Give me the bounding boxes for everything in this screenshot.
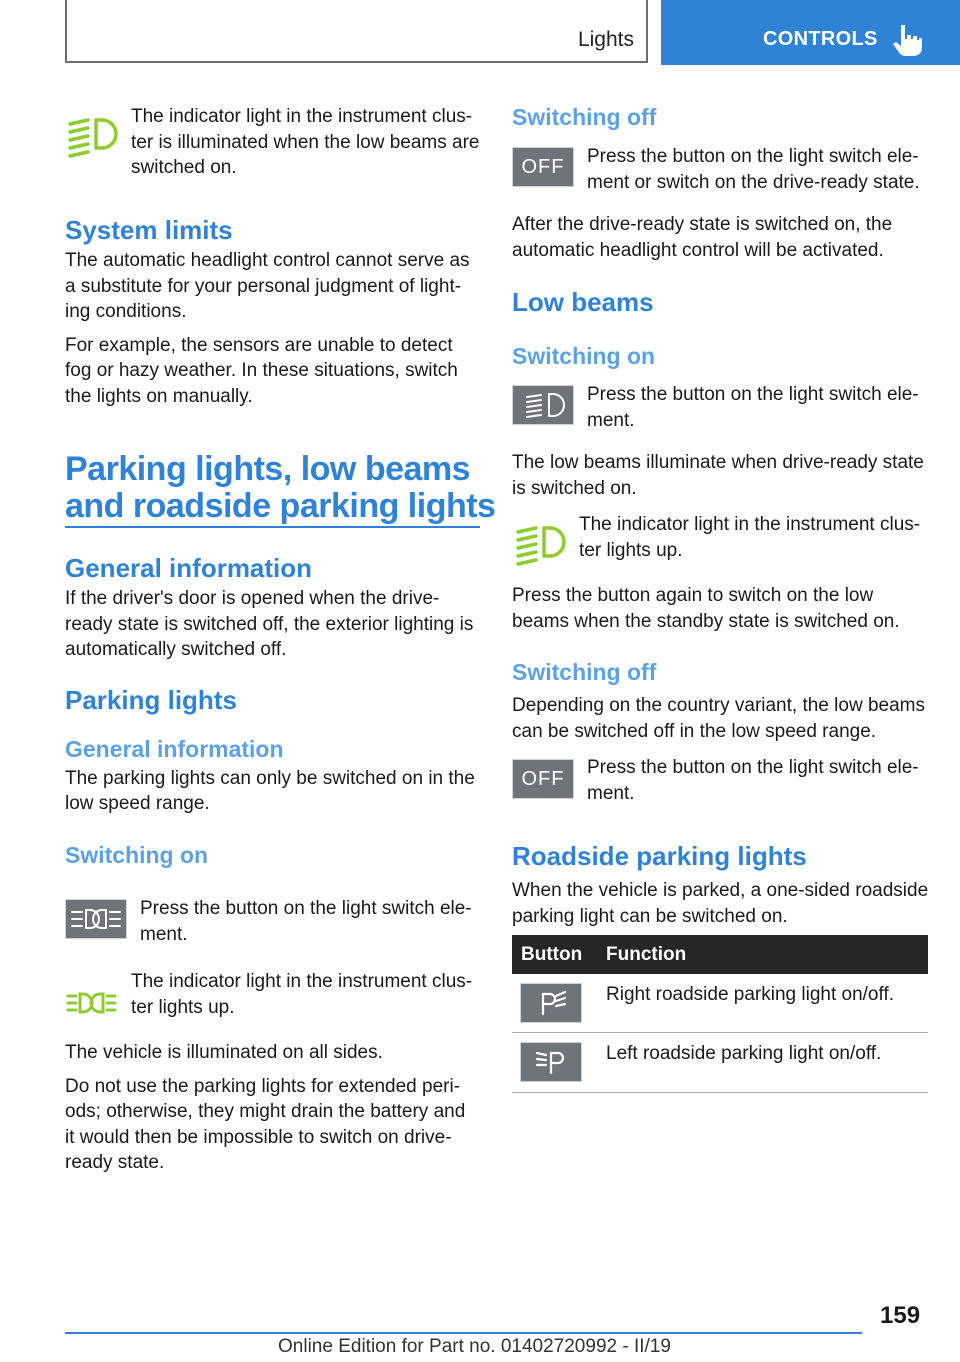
- off-button-icon: OFF: [512, 147, 574, 187]
- general-information-text: If the driver's door is opened when the drive‐ ready state is switched off, the exterior lighting is automatically switched off.: [65, 588, 474, 660]
- low-beams-off-press-text: Press the button on the light switch ele‐ ment.: [587, 757, 919, 804]
- table-row-function: Right roadside parking light on/off.: [606, 984, 894, 1005]
- switching-off-heading: Switching off: [512, 104, 657, 130]
- low-beams-switching-on-heading: Switching on: [512, 343, 656, 369]
- pointing-hand-icon: [890, 22, 924, 56]
- low-beams-heading: Low beams: [512, 287, 654, 317]
- footer-rule: [65, 1332, 862, 1334]
- low-beams-again-text: Press the button again to switch on the low beams when the standby state is switched on.: [512, 585, 900, 632]
- right-roadside-parking-icon: [520, 983, 582, 1023]
- low-beams-switching-off-text: Depending on the country variant, the low beams can be switched off in the low speed range.: [512, 695, 925, 742]
- switching-off-text: Press the button on the light switch ele‐ ment or switch on the drive-ready state.: [587, 146, 920, 193]
- parking-general-information-heading: General information: [65, 735, 284, 762]
- low-beam-button-icon: [512, 385, 574, 425]
- after-drive-ready-text: After the drive-ready state is switched on, the automatic headlight control will be activated.: [512, 214, 893, 261]
- low-beams-indicator-text: The indicator light in the instrument clus‐ ter lights up.: [579, 514, 921, 561]
- parking-switching-on-text: Press the button on the light switch ele‐ ment.: [140, 898, 472, 945]
- main-heading-line-2: and roadside parking lights: [65, 487, 496, 525]
- parking-switching-on-heading: Switching on: [65, 841, 209, 868]
- footer-edition: Online Edition for Part no. 01402720992 - II/19: [278, 1336, 671, 1357]
- header-chapter-title[interactable]: CONTROLS: [763, 28, 878, 50]
- system-limits-heading: System limits: [65, 215, 233, 245]
- parking-light-button-icon: [65, 899, 127, 939]
- low-beams-switching-off-heading: Switching off: [512, 659, 657, 685]
- general-information-heading: General information: [65, 553, 313, 583]
- parking-warning-text: Do not use the parking lights for extended peri‐ ods; otherwise, they might drain the battery and it would then be impossible to switch on drive‐ ready state.: [65, 1075, 466, 1173]
- roadside-parking-text: When the vehicle is parked, a one-sided roadside parking light can be switched on.: [512, 880, 929, 927]
- table-header-button: Button: [521, 944, 583, 965]
- low-beam-indicator-icon: [66, 114, 118, 160]
- roadside-parking-heading: Roadside parking lights: [512, 841, 807, 871]
- header-section-title: Lights: [577, 28, 634, 51]
- low-beam-indicator-text: The indicator light in the instrument clus‐ ter is illuminated when the low beams are switched on.: [131, 106, 480, 178]
- header-section-box: [65, 0, 648, 63]
- parking-indicator-text: The indicator light in the instrument clus‐ ter lights up.: [131, 971, 473, 1018]
- table-row-divider: [512, 1032, 928, 1033]
- illuminated-all-sides-text: The vehicle is illuminated on all sides.: [65, 1042, 383, 1063]
- table-row-function: Left roadside parking light on/off.: [606, 1043, 882, 1064]
- page-number: 159: [880, 1302, 921, 1329]
- parking-lights-heading: Parking lights: [65, 684, 237, 715]
- table-header-function: Function: [606, 944, 687, 965]
- system-limits-paragraph-1: The automatic headlight control cannot serve as a substitute for your personal judgment of light‐ ing conditions.: [65, 250, 470, 322]
- main-heading-rule: [65, 526, 480, 528]
- low-beams-switching-on-text: Press the button on the light switch ele‐ ment.: [587, 384, 919, 431]
- parking-light-indicator-icon: [66, 980, 118, 1026]
- table-bottom-divider: [512, 1092, 928, 1093]
- main-heading-line-1: Parking lights, low beams: [65, 450, 471, 488]
- low-beam-indicator-icon: [514, 522, 566, 568]
- low-beams-illuminate-text: The low beams illuminate when drive-ready state is switched on.: [512, 452, 924, 499]
- left-roadside-parking-icon: [520, 1042, 582, 1082]
- off-button-icon: OFF: [512, 759, 574, 799]
- function-table-header: [512, 935, 928, 974]
- system-limits-paragraph-2: For example, the sensors are unable to detect fog or hazy weather. In these situations, switch the lights on manually.: [65, 334, 458, 407]
- parking-general-information-text: The parking lights can only be switched on in the low speed range.: [65, 767, 475, 814]
